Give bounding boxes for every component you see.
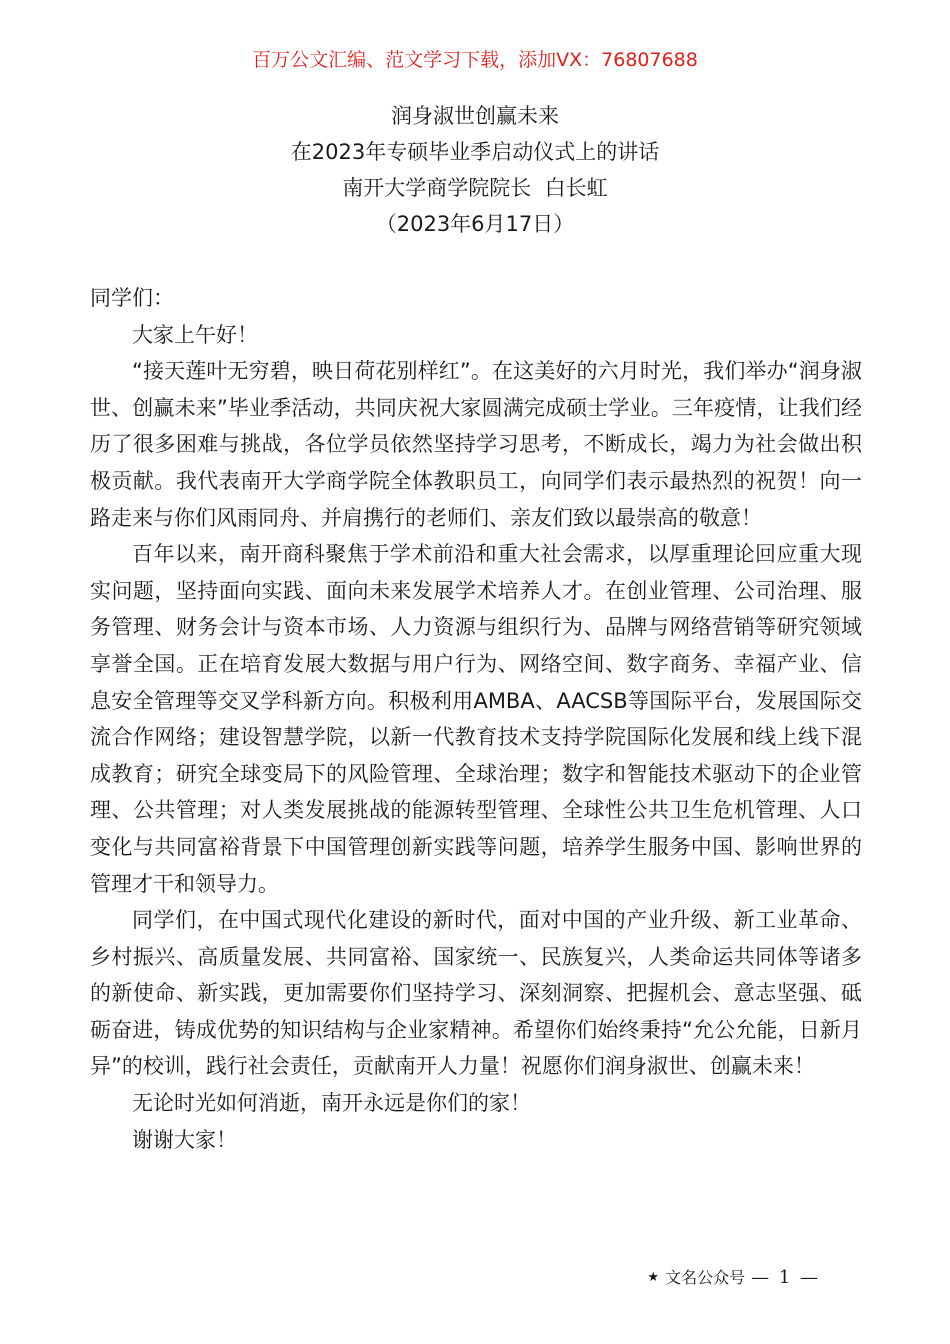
paragraph: 百年以来，南开商科聚焦于学术前沿和重大社会需求，以厚重理论回应重大现实问题，坚持面向实践、面向未来发展学术培养人才。在创业管理、公司治理、服务管理、财务会计与资本市场、人力资源与组织行为、品牌与网络营销等研究领域享誉全国。正在培育发展大数据与用户行为、网络空间、数字商务、幸福产业、信息安全管理等交叉学科新方向。积极利用AMBA、AACSB等国际平台，发展国际交流合作网络；建设智慧学院，以新一代教育技术支持学院国际化发展和线上线下混成教育；研究全球变局下的风险管理、全球治理；数字和智能技术驱动下的企业管理、公共管理；对人类发展挑战的能源转型管理、全球性公共卫生危机管理、人口变化与共同富裕背景下中国管理创新实践等问题，培养学生服务中国、影响世界的管理才干和领导力。 [90,542,862,896]
title-block [0,98,950,242]
page-number: — 1 — [751,1267,820,1288]
paragraph: 无论时光如何消逝，南开永远是你们的家！ [132,1091,531,1116]
page-footer [647,1266,820,1290]
header-banner: 百万公文汇编、范文学习下载，添加VX：76807688 [252,49,698,71]
speech-subtitle: 在2023年专硕毕业季启动仪式上的讲话 [290,140,660,164]
speech-body [90,280,862,1158]
salutation: 同学们： [90,286,174,310]
paragraph: “接天莲叶无穷碧，映日荷花别样红”。在这美好的六月时光，我们举办“润身淑世、创赢未来”毕业季活动，共同庆祝大家圆满完成硕士学业。三年疫情，让我们经历了很多困难与挑战，各位学员依然坚持学习思考，不断成长，竭力为社会做出积极贡献。我代表南开大学商学院全体教职员工，向同学们表示最热烈的祝贺！向一路走来与你们风雨同舟、并肩携行的老师们、亲友们致以最崇高的敬意！ [90,359,862,530]
speech-date: （2023年6月17日） [375,212,575,236]
paragraph: 大家上午好！ [132,322,258,347]
paragraph: 谢谢大家！ [132,1127,237,1152]
speech-title: 润身淑世创赢未来 [391,104,559,128]
star-icon: ★ [647,1270,660,1285]
paragraph: 同学们，在中国式现代化建设的新时代，面对中国的产业升级、新工业革命、乡村振兴、高质量发展、共同富裕、国家统一、民族复兴，人类命运共同体等诸多的新使命、新实践，更加需要你们坚持学习、深刻洞察、把握机会、意志坚强、砥砺奋进，铸成优势的知识结构与企业家精神。希望你们始终秉持“允公允能，日新月异”的校训，践行社会责任，贡献南开人力量！祝愿你们润身淑世、创赢未来！ [90,908,862,1079]
footer-source: 文名公众号 [665,1268,746,1287]
speaker-line: 南开大学商学院院长 白长虹 [342,176,608,200]
